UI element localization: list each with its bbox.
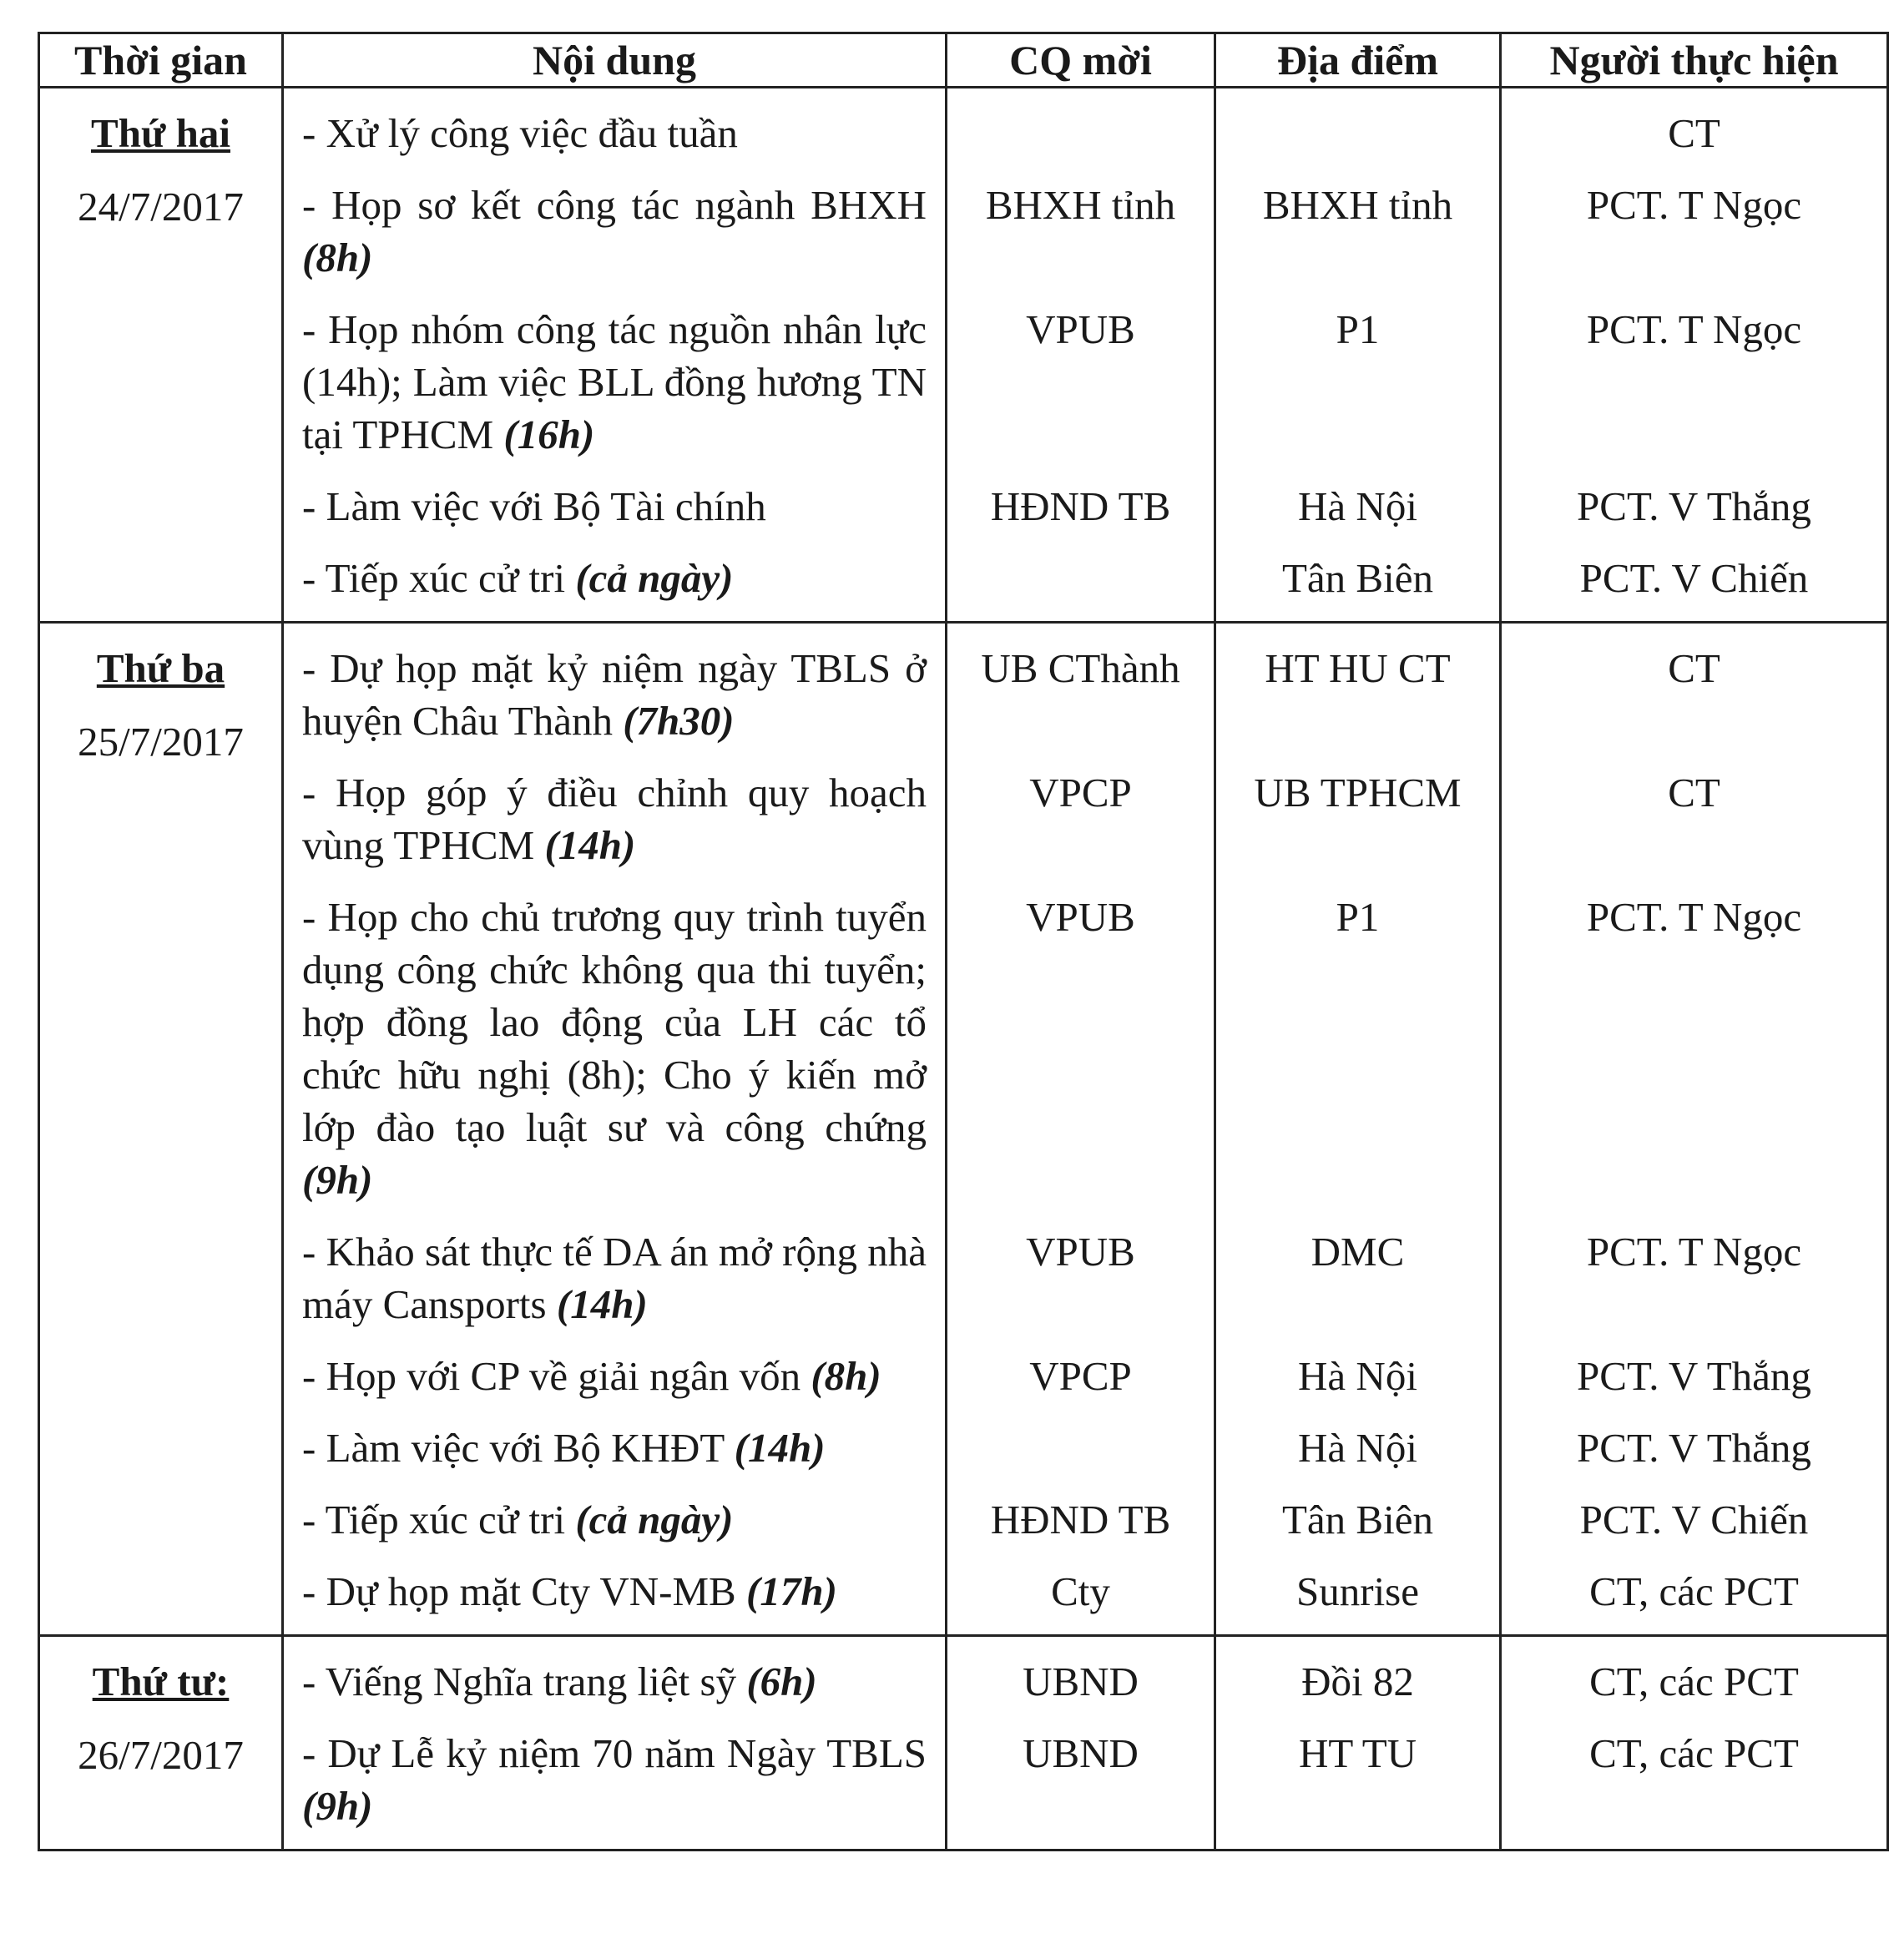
agenda-item-time: (9h) <box>302 1783 373 1829</box>
agenda-item <box>302 480 927 533</box>
item-gap <box>302 1402 927 1421</box>
day-date: 24/7/2017 <box>78 184 244 230</box>
day-name: Thứ hai <box>91 110 230 156</box>
agenda-item-text: - Dự họp mặt kỷ niệm ngày TBLS ở huyện Châu Thành <box>302 645 927 744</box>
person-value: CT <box>1668 110 1720 156</box>
agenda-item <box>302 891 927 1206</box>
agenda-item-time: (cả ngày) <box>575 555 734 601</box>
item-gap <box>302 1330 927 1350</box>
place-cell <box>1215 88 1501 623</box>
agenda-item-time: (cả ngày) <box>575 1497 734 1542</box>
person-value: CT <box>1668 645 1720 691</box>
content-cell <box>283 1636 947 1850</box>
place-cell <box>1215 1636 1501 1850</box>
place-value: Hà Nội <box>1298 483 1417 529</box>
day-name: Thứ tư: <box>92 1659 230 1704</box>
schedule-body <box>39 88 1888 1850</box>
inviter-value: HĐND TB <box>990 483 1171 529</box>
place-value: DMC <box>1311 1229 1405 1275</box>
inviter-value: UB CThành <box>981 645 1180 691</box>
agenda-item <box>302 1727 927 1832</box>
inviter-value: HĐND TB <box>990 1497 1171 1542</box>
inviter-value <box>947 107 1214 179</box>
agenda-item-text: - Dự Lễ kỷ niệm 70 năm Ngày TBLS <box>302 1730 927 1776</box>
place-value <box>1216 107 1499 179</box>
header-person: Người thực hiện <box>1501 33 1888 88</box>
agenda-item-text: - Dự họp mặt Cty VN-MB <box>302 1568 736 1614</box>
place-value: Tân Biên <box>1282 1497 1433 1542</box>
place-value: Sunrise <box>1296 1568 1419 1614</box>
person-value: PCT. V Thắng <box>1577 483 1811 529</box>
item-gap <box>302 747 927 766</box>
person-value: PCT. T Ngọc <box>1586 306 1802 352</box>
content-cell <box>283 88 947 623</box>
inviter-cell <box>947 1636 1215 1850</box>
item-gap <box>302 1474 927 1493</box>
person-value: PCT. V Chiến <box>1579 1497 1809 1542</box>
item-gap <box>302 1708 927 1727</box>
agenda-item <box>302 303 927 461</box>
day-cell <box>39 88 283 623</box>
item-gap <box>302 461 927 480</box>
agenda-item-text: - Khảo sát thực tế DA án mở rộng nhà máy Cansports <box>302 1229 927 1327</box>
place-value: P1 <box>1336 894 1380 940</box>
agenda-item <box>302 1350 927 1402</box>
inviter-value <box>947 552 1214 604</box>
agenda-item-text: - Làm việc với Bộ KHĐT <box>302 1425 725 1471</box>
inviter-value: VPUB <box>1026 1229 1135 1275</box>
person-value: PCT. T Ngọc <box>1586 182 1802 228</box>
inviter-value <box>947 1421 1214 1493</box>
header-inviter: CQ mời <box>947 33 1215 88</box>
header-content: Nội dung <box>283 33 947 88</box>
inviter-value: VPCP <box>1029 770 1132 815</box>
place-value: Đồi 82 <box>1301 1659 1414 1704</box>
inviter-value: Cty <box>1051 1568 1110 1614</box>
day-row <box>39 88 1888 623</box>
item-gap <box>302 284 927 303</box>
person-value: PCT. V Chiến <box>1579 555 1809 601</box>
agenda-item-text: - Tiếp xúc cử tri <box>302 1497 566 1542</box>
agenda-item-time: (14h) <box>544 822 636 868</box>
person-value: PCT. V Thắng <box>1577 1425 1811 1471</box>
person-value: CT <box>1668 770 1720 815</box>
person-value: PCT. T Ngọc <box>1586 894 1802 940</box>
agenda-item-text: - Họp góp ý điều chỉnh quy hoạch vùng TPHCM <box>302 770 927 868</box>
agenda-item <box>302 107 927 159</box>
day-date: 25/7/2017 <box>78 719 244 765</box>
agenda-item-time: (16h) <box>503 412 595 457</box>
content-cell <box>283 623 947 1636</box>
item-gap <box>302 1206 927 1225</box>
inviter-value: VPCP <box>1029 1353 1132 1399</box>
day-name: Thứ ba <box>96 645 225 691</box>
agenda-item <box>302 1565 927 1618</box>
day-cell <box>39 623 283 1636</box>
day-cell <box>39 1636 283 1850</box>
day-date: 26/7/2017 <box>78 1732 244 1778</box>
person-value: PCT. V Thắng <box>1577 1353 1811 1399</box>
agenda-item <box>302 179 927 284</box>
item-gap <box>302 159 927 179</box>
agenda-item <box>302 1655 927 1708</box>
agenda-item-text: - Viếng Nghĩa trang liệt sỹ <box>302 1659 737 1704</box>
agenda-item <box>302 1225 927 1330</box>
agenda-item <box>302 642 927 747</box>
person-value: CT, các PCT <box>1589 1730 1799 1776</box>
person-value: CT, các PCT <box>1589 1659 1799 1704</box>
place-value: Hà Nội <box>1298 1425 1417 1471</box>
item-gap <box>302 1546 927 1565</box>
agenda-item-time: (14h) <box>556 1281 648 1327</box>
place-value: P1 <box>1336 306 1380 352</box>
item-gap <box>302 871 927 891</box>
agenda-item-text: - Tiếp xúc cử tri <box>302 555 566 601</box>
agenda-item-time: (8h) <box>811 1353 881 1399</box>
agenda-item <box>302 766 927 871</box>
header-time: Thời gian <box>39 33 283 88</box>
inviter-cell <box>947 88 1215 623</box>
agenda-item-text: - Làm việc với Bộ Tài chính <box>302 483 766 529</box>
agenda-item-time: (9h) <box>302 1157 373 1203</box>
place-value: HT HU CT <box>1265 645 1451 691</box>
person-cell <box>1501 1636 1888 1850</box>
inviter-value: UBND <box>1023 1659 1139 1704</box>
person-cell <box>1501 88 1888 623</box>
inviter-value: BHXH tỉnh <box>985 182 1176 228</box>
agenda-item-time: (8h) <box>302 235 373 280</box>
place-cell <box>1215 623 1501 1636</box>
agenda-item-text: - Họp sơ kết công tác ngành BHXH <box>302 182 927 228</box>
agenda-item <box>302 1493 927 1546</box>
item-gap <box>302 533 927 552</box>
agenda-item-text: - Xử lý công việc đầu tuần <box>302 110 738 156</box>
place-value: Hà Nội <box>1298 1353 1417 1399</box>
place-value: Tân Biên <box>1282 555 1433 601</box>
inviter-cell <box>947 623 1215 1636</box>
place-value: UB TPHCM <box>1254 770 1462 815</box>
place-value: BHXH tỉnh <box>1262 182 1453 228</box>
agenda-item <box>302 552 927 604</box>
header-row <box>39 33 1888 88</box>
agenda-item-text: - Họp cho chủ trương quy trình tuyển dụng công chức không qua thi tuyển; hợp đồng lao động của LH các tổ chức hữu nghị (8h); Cho ý kiến mở lớp đào tạo luật sư và công chứng <box>302 894 927 1150</box>
agenda-item-time: (17h) <box>746 1568 837 1614</box>
inviter-value: UBND <box>1023 1730 1139 1776</box>
place-value: HT TU <box>1298 1730 1417 1776</box>
day-row <box>39 623 1888 1636</box>
person-cell <box>1501 623 1888 1636</box>
agenda-item-time: (6h) <box>746 1659 817 1704</box>
person-value: PCT. T Ngọc <box>1586 1229 1802 1275</box>
agenda-item <box>302 1421 927 1474</box>
inviter-value: VPUB <box>1026 894 1135 940</box>
schedule-table <box>38 32 1889 1851</box>
header-place: Địa điểm <box>1215 33 1501 88</box>
agenda-item-text: - Họp với CP về giải ngân vốn <box>302 1353 801 1399</box>
agenda-item-text: - Họp nhóm công tác nguồn nhân lực (14h); Làm việc BLL đồng hương TN tại TPHCM <box>302 306 927 457</box>
agenda-item-time: (7h30) <box>623 698 735 744</box>
agenda-item-time: (14h) <box>734 1425 826 1471</box>
person-value: CT, các PCT <box>1589 1568 1799 1614</box>
inviter-value: VPUB <box>1026 306 1135 352</box>
day-row <box>39 1636 1888 1850</box>
